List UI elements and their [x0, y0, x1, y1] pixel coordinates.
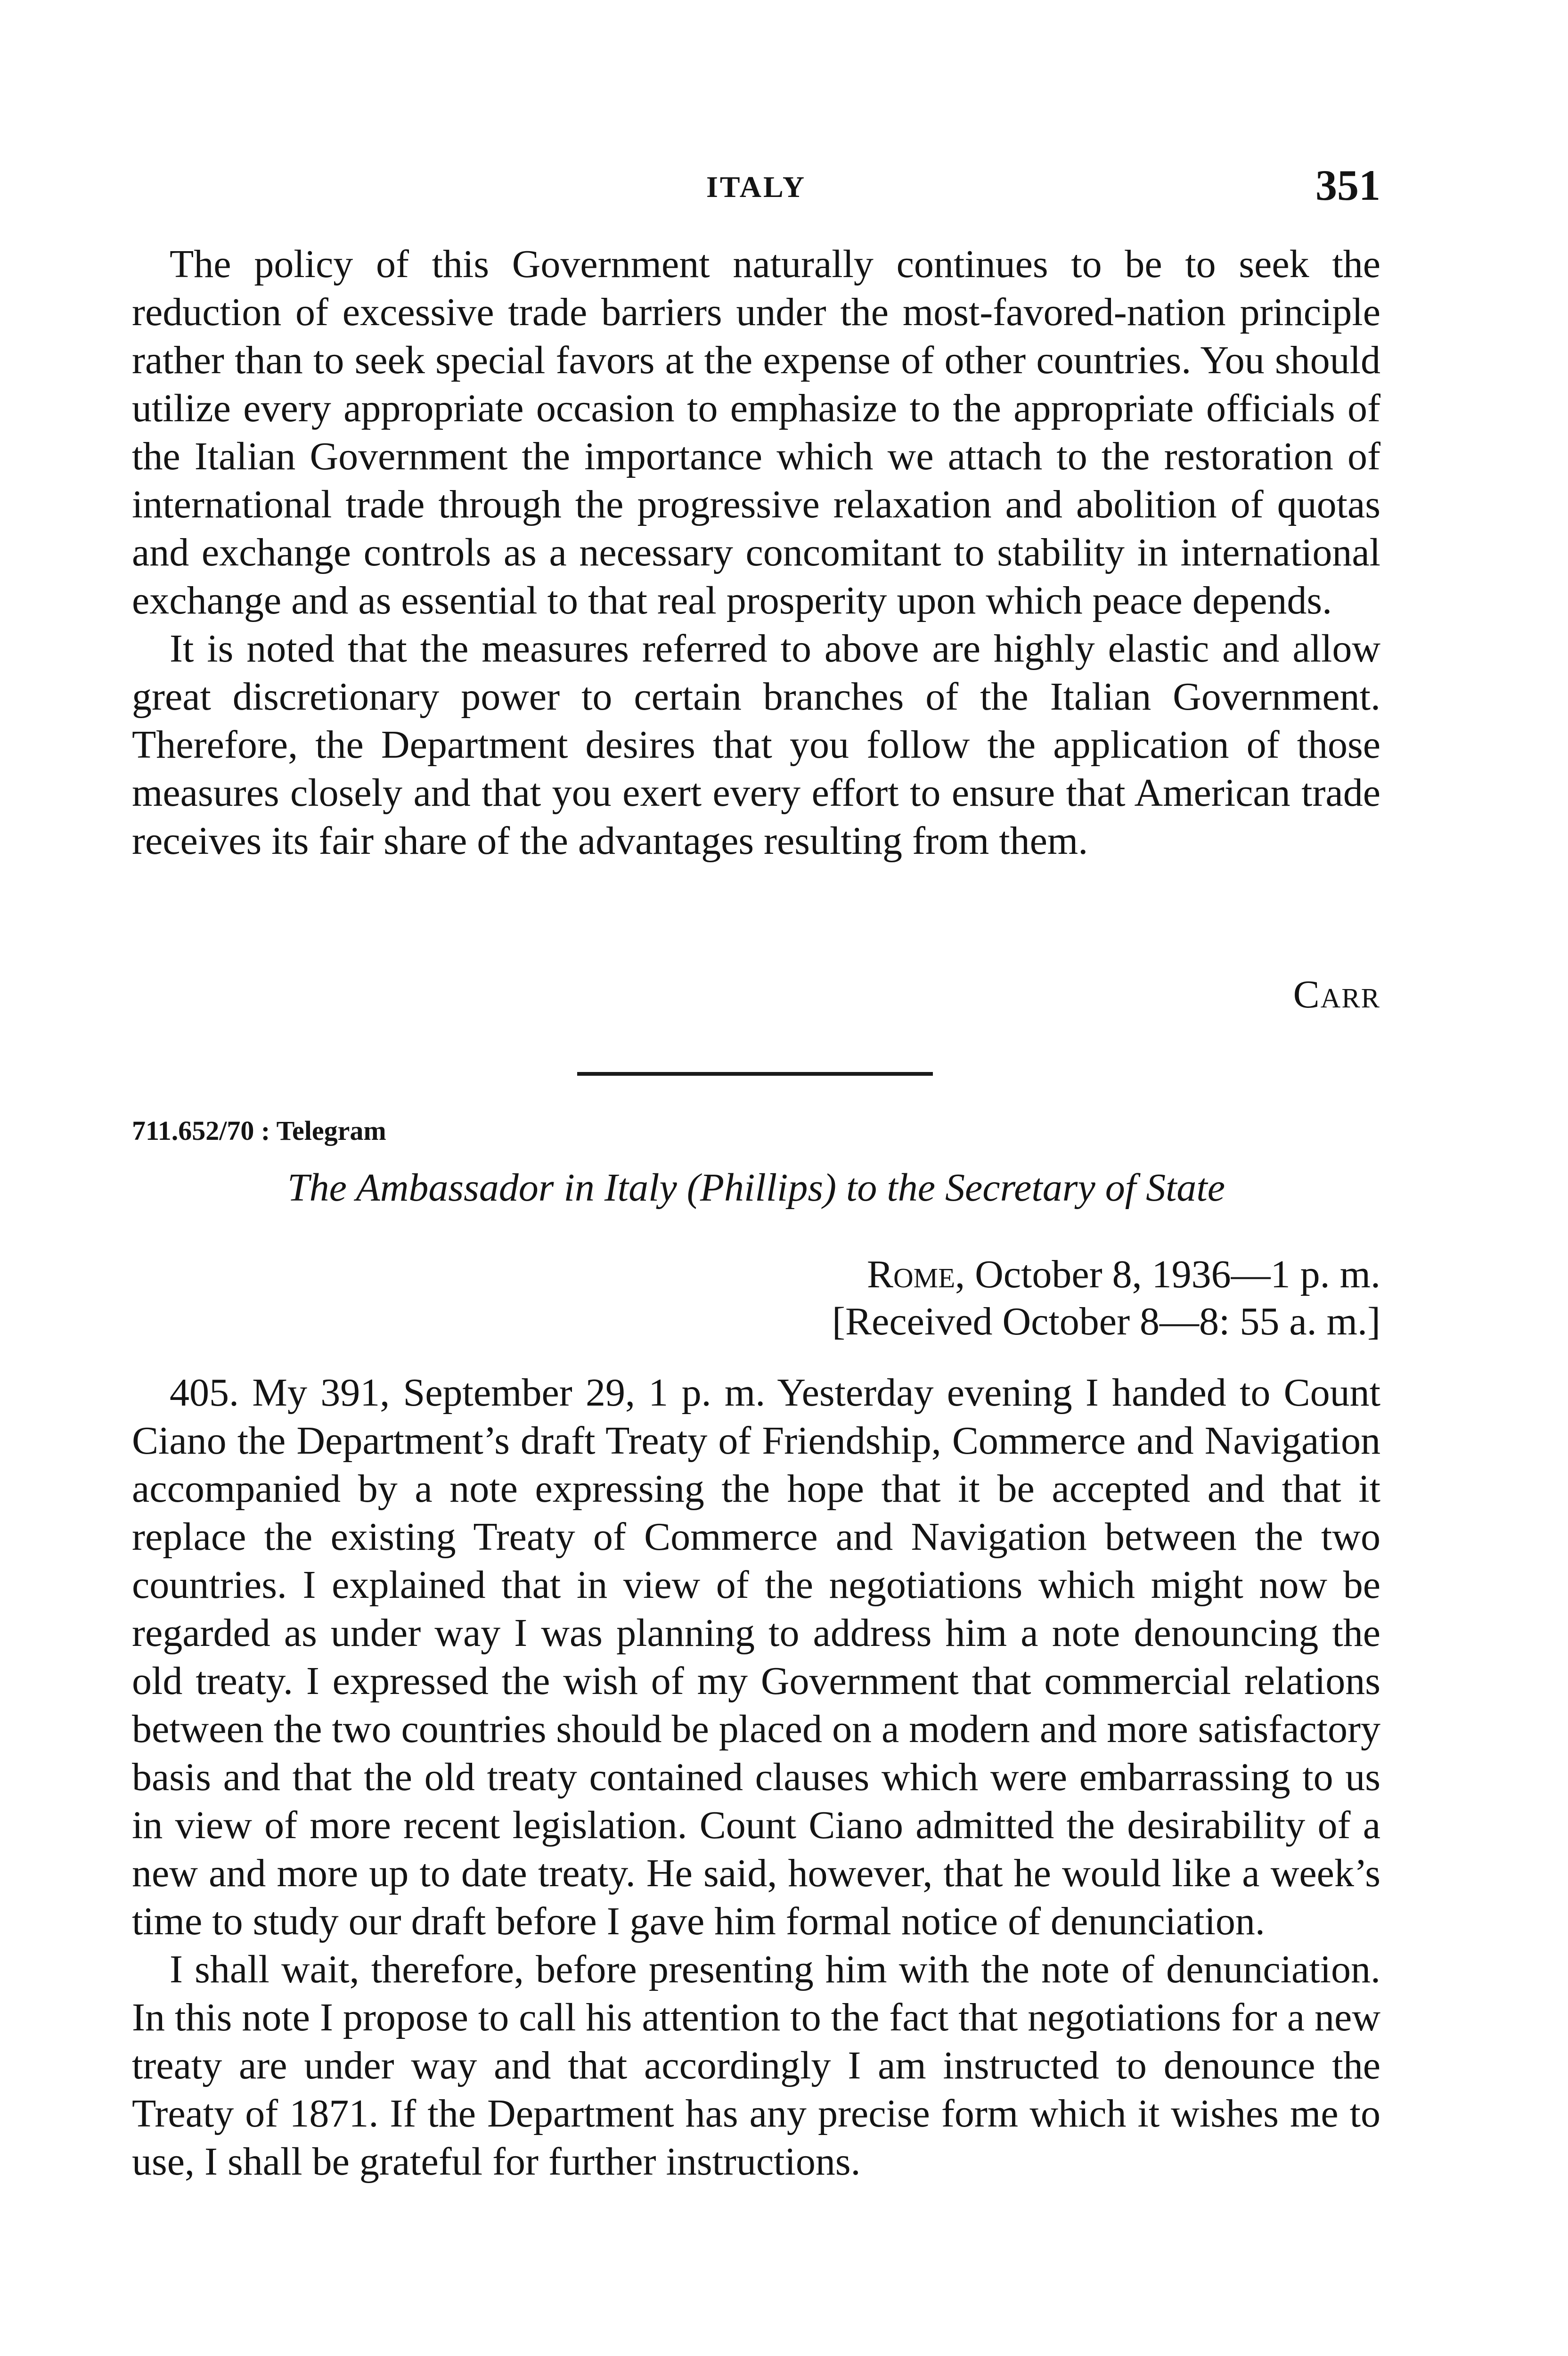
date-sent: , October 8, 1936—1 p. m.: [955, 1252, 1380, 1296]
document-title: The Ambassador in Italy (Phillips) to the Secretary of State: [287, 1166, 1225, 1210]
running-title: ITALY: [706, 170, 807, 204]
running-head: [132, 160, 1380, 217]
date-received: [Received October 8—8: 55 a. m.]: [832, 1300, 1380, 1343]
paragraph-measures-elastic: It is noted that the measures referred to above are highly elastic and allow great discretionary power to certain branches of the Italian Government. Therefore, the Department desires that you follow the application of those measures closely and that you exert every effort to ensure that American trade receives its fair share of the advantages resulting from them.: [132, 627, 1380, 863]
document-heading: [132, 1112, 1380, 1214]
paragraph-denunciation-note: I shall wait, therefore, before presenting him with the note of denunciation. In this note I propose to call his attention to the fact that negotiations for a new treaty are under way and that accordingly I am instructed to denounce the Treaty of 1871. If the Department has any precise form which it wishes me to use, I shall be grateful for further instructions.: [132, 1947, 1380, 2184]
paragraph-trade-policy: The policy of this Government naturally continues to be to seek the reduction of excessive trade barriers under the most-favored-nation principle rather than to seek special favors at the expense of other countries. You should utilize every appropriate occasion to emphasize to the appropriate officials of the Italian Government the importance which we attach to the restoration of international trade through the progressive relaxation and abolition of quotas and exchange controls as a necessary concomitant to stability in international exchange and as essential to that real prosperity upon which peace depends.: [132, 242, 1380, 622]
file-reference: 711.652/70 : Telegram: [132, 1115, 386, 1146]
date-sent-line: [832, 1251, 1380, 1298]
page-number: 351: [1315, 161, 1380, 209]
signature-block-carr: [132, 971, 1380, 1019]
signature-carr: Carr: [1293, 973, 1380, 1016]
dateline: [832, 1251, 1380, 1345]
continued-text: [132, 240, 1380, 865]
section-divider: [577, 1072, 933, 1076]
paragraph-telegram-405: 405. My 391, September 29, 1 p. m. Yesterday evening I handed to Count Ciano the Department’s draft Treaty of Friendship, Commerce and Navigation accompanied by a note expressing the hope that it be accepted and that it replace the existing Treaty of Commerce and Navigation between the two countries. I explained that in view of the negotiations which might now be regarded as under way I was planning to address him a note denouncing the old treaty. I expressed the wish of my Government that commercial relations between the two countries should be placed on a modern and more satisfactory basis and that the old treaty contained clauses which were embarrassing to us in view of more recent legislation. Count Ciano admitted the desirability of a new and more up to date treaty. He said, however, that he would like a week’s time to study our draft before I gave him formal notice of denunciation.: [132, 1371, 1380, 1943]
telegram-body: [132, 1369, 1380, 2186]
dateline-place: Rome: [866, 1252, 956, 1296]
